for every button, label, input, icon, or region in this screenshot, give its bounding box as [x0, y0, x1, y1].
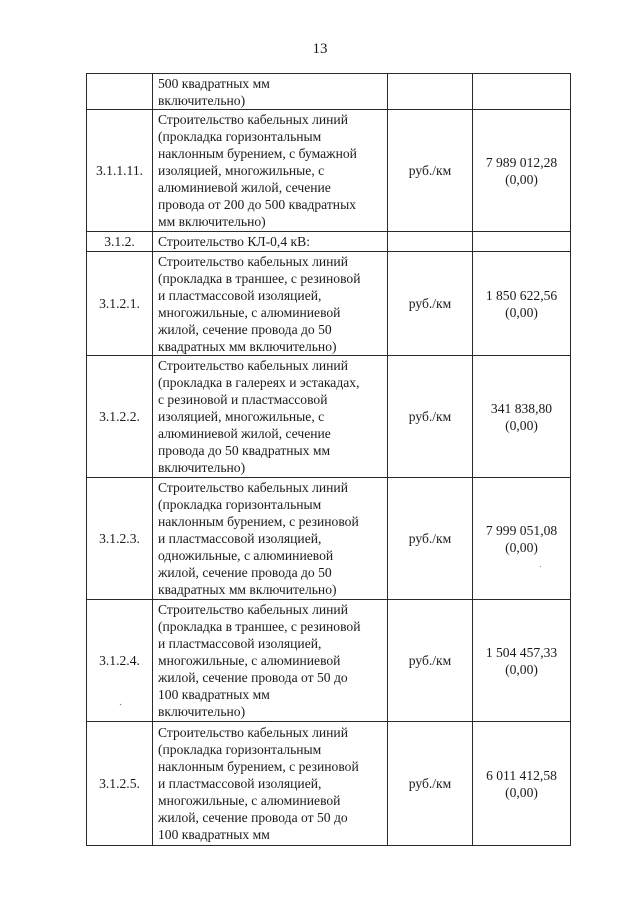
row-price-sub: (0,00) [505, 171, 538, 187]
row-number-cell [87, 600, 153, 722]
row-price-sub: (0,00) [505, 417, 538, 433]
description-cell [153, 356, 388, 478]
row-number: 3.1.1.11. [95, 162, 144, 178]
row-price: 6 011 412,58 [486, 767, 557, 783]
row-price: 1 850 622,56 [485, 287, 558, 303]
description-cell [153, 600, 388, 722]
unit-cell [388, 110, 473, 232]
description-cell [153, 110, 388, 232]
unit-cell [388, 232, 473, 252]
row-price-sub: (0,00) [505, 784, 538, 800]
price-cell [473, 232, 571, 252]
row-unit: руб./км [408, 295, 452, 311]
row-price: 341 838,80 [490, 400, 553, 416]
unit-cell [388, 252, 473, 356]
price-cell [473, 110, 571, 232]
table-row [87, 252, 571, 356]
page-number: 13 [312, 41, 328, 57]
row-description: Строительство кабельных линий (прокладка в траншее, с резиновой и пластмассовой изоляцией, многожильные, с алюминиевой жилой, сечение провода от 50 до 100 квадратных мм включительно) [158, 602, 361, 719]
row-price-sub: (0,00) [505, 539, 538, 555]
row-price: 7 999 051,08 [485, 522, 558, 538]
row-description: Строительство кабельных линий (прокладка в траншее, с резиновой и пластмассовой изоляцией, многожильные, с алюминиевой жилой, сечение провода до 50 квадратных мм включительно) [158, 253, 361, 354]
row-number-cell [87, 232, 153, 252]
row-description: Строительство кабельных линий (прокладка горизонтальным наклонным бурением, с резиновой и пластмассовой изоляцией, одножильные, с алюминиевой жилой, сечение провода до 50 квадратных мм включительно) [158, 480, 359, 597]
tariff-table [86, 73, 571, 846]
row-unit: руб./км [408, 162, 452, 178]
price-cell [473, 74, 571, 110]
row-price: 7 989 012,28 [485, 154, 558, 170]
row-description: Строительство кабельных линий (прокладка горизонтальным наклонным бурением, с бумажной изоляцией, многожильные, с алюминиевой жилой, сечение провода от 200 до 500 квадратных мм включительно) [158, 112, 357, 229]
row-number-cell [87, 722, 153, 846]
row-number: 3.1.2.3. [99, 530, 140, 546]
table-row [87, 232, 571, 252]
table-row [87, 356, 571, 478]
description-cell [153, 232, 388, 252]
description-cell [153, 74, 388, 110]
price-cell [473, 252, 571, 356]
price-cell [473, 356, 571, 478]
row-number: 3.1.2.4. [99, 652, 140, 668]
row-number: 3.1.2.1. [99, 295, 140, 311]
row-number-cell [87, 478, 153, 600]
unit-cell [388, 722, 473, 846]
table-row [87, 600, 571, 722]
table-row [87, 478, 571, 600]
price-cell [473, 600, 571, 722]
table-row [87, 722, 571, 846]
row-number-cell [87, 356, 153, 478]
row-number-cell [87, 252, 153, 356]
row-unit: руб./км [408, 775, 452, 791]
row-number: 3.1.2.5. [99, 775, 140, 791]
row-description: Строительство кабельных линий (прокладка в галереях и эстакадах, с резиновой и пластмассовой изоляцией, многожильные, с алюминиевой жилой, сечение провода до 50 квадратных мм включительно) [158, 358, 360, 475]
price-cell [473, 722, 571, 846]
unit-cell [388, 356, 473, 478]
unit-cell [388, 600, 473, 722]
row-unit: руб./км [408, 530, 452, 546]
table-row [87, 110, 571, 232]
row-unit: руб./км [408, 408, 452, 424]
row-number-cell [87, 110, 153, 232]
row-price-sub: (0,00) [505, 661, 538, 677]
row-number: 3.1.2.2. [99, 408, 140, 424]
row-number: 3.1.2. [104, 233, 135, 249]
unit-cell [388, 74, 473, 110]
row-description: Строительство кабельных линий (прокладка горизонтальным наклонным бурением, с резиновой и пластмассовой изоляцией, многожильные, с алюминиевой жилой, сечение провода от 50 до 100 квадратных мм [158, 725, 359, 842]
price-cell [473, 478, 571, 600]
table-row [87, 74, 571, 110]
row-description: 500 квадратных мм включительно) [158, 75, 270, 108]
description-cell [153, 722, 388, 846]
row-description: Строительство КЛ-0,4 кВ: [158, 234, 310, 249]
row-unit: руб./км [408, 652, 452, 668]
description-cell [153, 252, 388, 356]
row-price: 1 504 457,33 [485, 644, 558, 660]
row-price-sub: (0,00) [505, 304, 538, 320]
unit-cell [388, 478, 473, 600]
row-number-cell [87, 74, 153, 110]
description-cell [153, 478, 388, 600]
